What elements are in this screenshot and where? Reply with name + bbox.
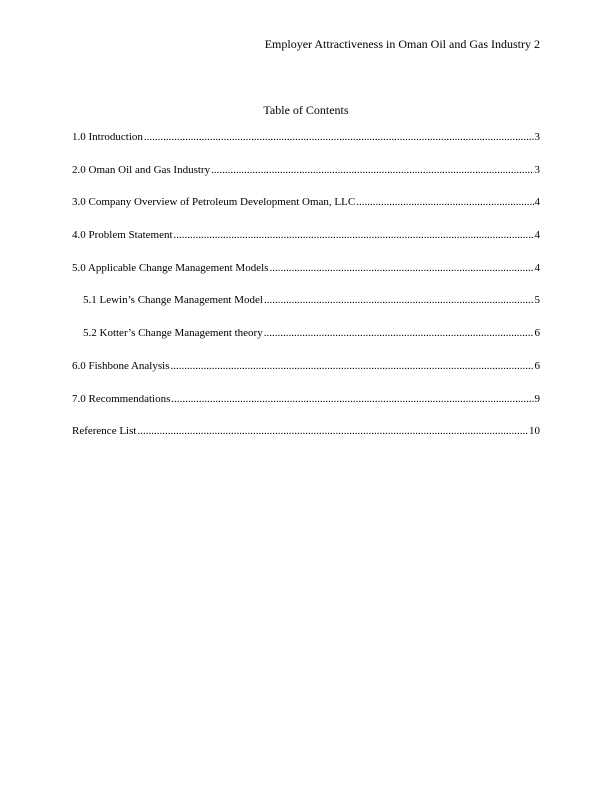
toc-entry-oman-oil-gas-industry[interactable] xyxy=(72,163,540,196)
toc-entry-reference-list[interactable] xyxy=(72,424,540,457)
toc-dot-leader xyxy=(137,424,528,438)
toc-dot-leader xyxy=(264,326,534,340)
toc-page-number: 9 xyxy=(534,392,540,405)
toc-entry-label: 5.1 Lewin’s Change Management Model xyxy=(83,294,263,307)
toc-dot-leader xyxy=(144,130,534,144)
toc-entry-label: 5.0 Applicable Change Management Models xyxy=(72,261,269,274)
toc-entry-label: 4.0 Problem Statement xyxy=(72,229,173,242)
toc-entry-label: 7.0 Recommendations xyxy=(72,392,171,405)
toc-entry-fishbone-analysis[interactable] xyxy=(72,359,540,392)
toc-list xyxy=(72,130,540,457)
toc-dot-leader xyxy=(211,163,533,177)
toc-entry-company-overview[interactable] xyxy=(72,195,540,228)
toc-page-number: 4 xyxy=(534,261,540,274)
toc-entry-kotter-theory[interactable] xyxy=(72,326,540,359)
toc-entry-lewin-model[interactable] xyxy=(72,293,540,326)
toc-entry-recommendations[interactable] xyxy=(72,392,540,425)
running-header: Employer Attractiveness in Oman Oil and Gas Industry 2 xyxy=(264,37,540,51)
toc-page-number: 4 xyxy=(534,196,540,209)
toc-dot-leader xyxy=(264,293,534,307)
toc-page-number: 4 xyxy=(534,229,540,242)
toc-entry-problem-statement[interactable] xyxy=(72,228,540,261)
toc-entry-label: 5.2 Kotter’s Change Management theory xyxy=(83,327,263,340)
toc-entry-label: 3.0 Company Overview of Petroleum Development Oman, LLC xyxy=(72,196,356,209)
toc-dot-leader xyxy=(356,195,533,209)
toc-page-number: 3 xyxy=(534,131,540,143)
toc-page-number: 6 xyxy=(534,327,540,340)
toc-page-number: 5 xyxy=(534,294,540,307)
toc-entry-label: 1.0 Introduction xyxy=(72,131,143,143)
toc-dot-leader xyxy=(171,392,533,406)
toc-entry-label: Reference List xyxy=(72,425,137,438)
toc-entry-change-management-models[interactable] xyxy=(72,261,540,294)
toc-page-number: 6 xyxy=(534,359,540,372)
toc-page-number: 10 xyxy=(529,425,540,438)
toc-entry-label: 2.0 Oman Oil and Gas Industry xyxy=(72,163,211,176)
toc-entry-label: 6.0 Fishbone Analysis xyxy=(72,359,170,372)
toc-page-number: 3 xyxy=(534,163,540,176)
toc-entry-introduction[interactable] xyxy=(72,130,540,163)
toc-dot-leader xyxy=(269,261,533,275)
toc-dot-leader xyxy=(174,228,534,242)
toc-dot-leader xyxy=(170,359,533,373)
toc-title: Table of Contents xyxy=(263,103,349,117)
